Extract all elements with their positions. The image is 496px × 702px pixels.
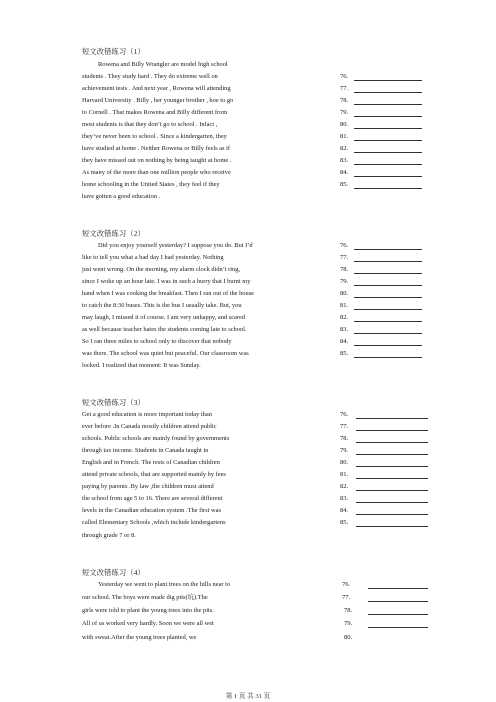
text-line: paying by parents .By law ,the children must attend bbox=[82, 483, 214, 490]
answer-number: 83. bbox=[340, 495, 349, 502]
answer-blank[interactable] bbox=[368, 588, 428, 589]
answer-number: 85. bbox=[340, 350, 349, 357]
answer-blank[interactable] bbox=[354, 309, 422, 310]
answer-blank[interactable] bbox=[354, 104, 422, 105]
answer-blank[interactable] bbox=[354, 188, 422, 189]
text-line: have gotten a good education . bbox=[82, 193, 161, 200]
answer-blank[interactable] bbox=[356, 454, 428, 455]
exercise-title: 短文改错练习（1） bbox=[82, 48, 145, 56]
answer-number: 81. bbox=[340, 302, 349, 309]
answer-number: 78. bbox=[344, 607, 353, 614]
answer-blank[interactable] bbox=[354, 261, 422, 262]
answer-blank[interactable] bbox=[368, 614, 428, 615]
text-line: Get a good education is more important today than bbox=[82, 411, 212, 418]
answer-blank[interactable] bbox=[356, 466, 428, 467]
exercise-title: 短文改错练习（3） bbox=[82, 399, 145, 407]
text-line: Did you enjoy yourself yesterday? I suppose you do. But I’d bbox=[98, 242, 253, 249]
answer-blank[interactable] bbox=[354, 176, 422, 177]
text-line: may laugh, I missed it of course. I am very unhappy, and scared bbox=[82, 314, 246, 321]
text-line: with sweat.After the young trees planted, we bbox=[82, 634, 197, 641]
answer-blank[interactable] bbox=[356, 442, 428, 443]
text-line: have studied at home . Neither Rowena or Billy feels as if bbox=[82, 145, 231, 152]
answer-blank[interactable] bbox=[356, 490, 428, 491]
answer-number: 76. bbox=[340, 411, 349, 418]
answer-number: 85. bbox=[340, 519, 349, 526]
answer-number: 83. bbox=[340, 157, 349, 164]
answer-blank[interactable] bbox=[354, 80, 422, 81]
answer-blank[interactable] bbox=[356, 430, 428, 431]
text-line: through tax income. Students in Canada taught in bbox=[82, 447, 209, 454]
text-line: locked. I realized that moment: It was Sunday. bbox=[82, 362, 201, 369]
answer-blank[interactable] bbox=[354, 249, 422, 250]
text-line: Yesterday we went to plant trees on the hills near to bbox=[98, 581, 231, 588]
answer-number: 78. bbox=[340, 435, 349, 442]
answer-number: 82. bbox=[340, 145, 349, 152]
answer-number: 80. bbox=[340, 290, 349, 297]
text-line: achievement tests . And next year , Rowena will attending bbox=[82, 85, 231, 92]
answer-number: 76. bbox=[340, 73, 349, 80]
answer-number: 81. bbox=[340, 133, 349, 140]
answer-number: 80. bbox=[340, 459, 349, 466]
text-line: like to tell you what a bad day I had yesterday. Nothing bbox=[82, 254, 224, 261]
text-line: hand when I was cooking the breakfast. Then I ran out of the house bbox=[82, 290, 255, 297]
answer-number: 81. bbox=[340, 471, 349, 478]
answer-number: 79. bbox=[344, 620, 353, 627]
answer-blank[interactable] bbox=[356, 502, 428, 503]
text-line: attend private schools, that are supported mainly by fees bbox=[82, 471, 226, 478]
answer-blank[interactable] bbox=[356, 514, 428, 515]
text-line: So I ran three miles to school only to discover that nobody bbox=[82, 338, 232, 345]
text-line: they’ve never been to school . Since a kindergarten, they bbox=[82, 133, 227, 140]
answer-blank[interactable] bbox=[354, 140, 422, 141]
text-line: ever before .In Canada mostly children attend public bbox=[82, 423, 217, 430]
text-line: students . They study hard . They do extreme well on bbox=[82, 73, 218, 80]
text-line: to Cornell . That makes Rowena and Billy different from bbox=[82, 109, 228, 116]
answer-blank[interactable] bbox=[354, 297, 422, 298]
text-line: our school. The boys were made dig pits(坑).The bbox=[82, 594, 208, 601]
answer-blank[interactable] bbox=[354, 285, 422, 286]
text-line: schools. Public schools are mainly found by governments bbox=[82, 435, 230, 442]
answer-number: 77. bbox=[340, 254, 349, 261]
text-line: girls were told to plant the young trees into the pits. bbox=[82, 607, 214, 614]
answer-blank[interactable] bbox=[354, 333, 422, 334]
text-line: through grade 7 or 8. bbox=[82, 532, 136, 539]
text-line: As many of the more than one million people who receive bbox=[82, 169, 231, 176]
answer-number: 84. bbox=[340, 169, 349, 176]
answer-number: 78. bbox=[340, 266, 349, 273]
exercise-title: 短文改错练习（4） bbox=[82, 569, 145, 577]
answer-blank[interactable] bbox=[354, 152, 422, 153]
answer-blank[interactable] bbox=[354, 357, 422, 358]
text-line: All of us worked very hardly. Soon we were all wet bbox=[82, 620, 214, 627]
answer-number: 83. bbox=[340, 326, 349, 333]
answer-number: 80. bbox=[340, 121, 349, 128]
answer-number: 79. bbox=[340, 278, 349, 285]
answer-blank[interactable] bbox=[356, 526, 428, 527]
answer-number: 82. bbox=[340, 314, 349, 321]
answer-number: 76. bbox=[340, 242, 349, 249]
text-line: Rowena and Billy Wrangler are model high school bbox=[98, 61, 228, 68]
text-line: levels in the Canadian education system .The first was bbox=[82, 507, 221, 514]
answer-blank[interactable] bbox=[354, 345, 422, 346]
answer-number: 78. bbox=[340, 97, 349, 104]
text-line: the school from age 5 to 16. There are several different bbox=[82, 495, 223, 502]
answer-blank[interactable] bbox=[354, 128, 422, 129]
text-line: home schooling in the United States , they feel if they bbox=[82, 181, 220, 188]
text-line: Harvard University . Billy , her younger brother , hoe to go bbox=[82, 97, 234, 104]
answer-blank[interactable] bbox=[368, 627, 428, 628]
answer-blank[interactable] bbox=[368, 601, 428, 602]
page-footer: 第 1 页 共 31 页 bbox=[225, 693, 271, 700]
answer-number: 82. bbox=[340, 483, 349, 490]
text-line: English and in French. The rests of Canadian children bbox=[82, 459, 220, 466]
answer-blank[interactable] bbox=[354, 273, 422, 274]
answer-blank[interactable] bbox=[354, 321, 422, 322]
answer-blank[interactable] bbox=[354, 116, 422, 117]
answer-blank[interactable] bbox=[354, 92, 422, 93]
answer-number: 79. bbox=[340, 447, 349, 454]
answer-number: 76. bbox=[342, 581, 351, 588]
answer-number: 79. bbox=[340, 109, 349, 116]
answer-number: 77. bbox=[340, 85, 349, 92]
answer-number: 84. bbox=[340, 338, 349, 345]
text-line: called Elementary Schools ,which include kindergartens bbox=[82, 519, 226, 526]
answer-number: 85. bbox=[340, 181, 349, 188]
text-line: was there. The school was quiet but peaceful. Our classroom was bbox=[82, 350, 249, 357]
answer-number: 84. bbox=[340, 507, 349, 514]
text-line: to catch the 8:30 buses. This is the bus I usually take. But, you bbox=[82, 302, 242, 309]
answer-number: 77. bbox=[340, 423, 349, 430]
answer-blank[interactable] bbox=[354, 164, 422, 165]
text-line: they have missed out on nothing by being taught at home . bbox=[82, 157, 232, 164]
text-line: most students is that they don’t go to school . Infact , bbox=[82, 121, 218, 128]
text-line: as well because teacher hates the students coming late to school. bbox=[82, 326, 247, 333]
exercise-title: 短文改错练习（2） bbox=[82, 230, 145, 238]
text-line: just went wrong. On the morning, my alarm clock didn’t ring, bbox=[82, 266, 241, 273]
answer-blank[interactable] bbox=[356, 418, 428, 419]
text-line: since I woke up an hour late. I was in such a hurry that I burnt my bbox=[82, 278, 251, 285]
answer-number: 80. bbox=[344, 634, 353, 641]
answer-number: 77. bbox=[342, 594, 351, 601]
answer-blank[interactable] bbox=[356, 478, 428, 479]
